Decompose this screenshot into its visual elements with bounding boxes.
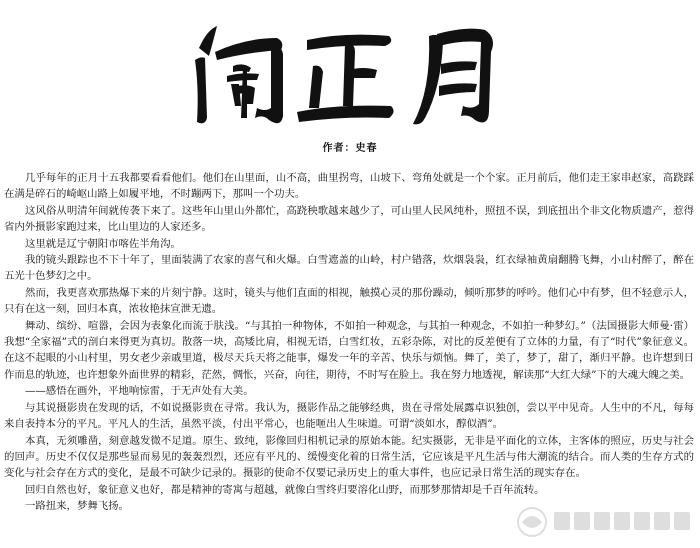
paragraph: 舞动、缤纷、喧嚣，会因为表象化而流于肤浅。“与其拍一种物体，不如拍一种观念，与其拍一种观念，不如拍一种梦幻。”（法国摄影大师曼·雷）我想“全家福”式的剖白来得更为真切。散落一块，高矮比肩，相视无语，白雪红妆，五彩杂陈，对比的反差便有了立体的力量，有了“时代”象征意义。在这不起眼的小山村里，男女老少亲戚里道，极尽天兵天将之能事，爆发一年的辛苦、快乐与烦恼。舞了，美了，梦了，甜了，渐归平静。也许想到日作而息的轨迹，也许想象外面世界的精彩，茫然，惆怅，兴奋，向往，期待，不时写在脸上。我在努力地透视，解读那“大红大绿”下的大魂大魄之美。 bbox=[4, 319, 694, 381]
watermark-logo bbox=[514, 502, 694, 542]
paragraph: 然而，我更喜欢那热爆下来的片刻宁静。这时，镜头与他们直面的相视，触摸心灵的那份躁动，倾听那梦的呼吟。他们心中有梦，但不轻意示人，只有在这一刻，回归本真，浓妆艳抹宣泄无遗。 bbox=[4, 286, 694, 316]
paragraph: 这里就是辽宁朝阳市喀佐半角沟。 bbox=[25, 237, 181, 250]
paragraph: 一路扭来，梦舞飞扬。 bbox=[25, 500, 129, 513]
paragraph: 本真，无须雕凿，刻意越发微不足道。原生、致纯，影像回归相机记录的原始本能。纪实摄影，无非是平面化的立体，主客体的照应，历史与社会的回声。历史不仅仅是那些显而易见的轰轰烈烈，还应有平凡的、缓慢变化着的日常生活，它应该是平凡生活与伟大潮流的结合。而人类的生存方式的变化与社会存在方式的变化，是最不可缺少记录的。摄影的使命不仅要记录历史上的重大事件，也应记录日常生活的现实存在。 bbox=[4, 434, 694, 480]
calligraphy-title-logo bbox=[185, 8, 515, 133]
article-body bbox=[4, 170, 694, 515]
quote-line: ——感悟在画外，平地响惊雷，于无声处有大美。 bbox=[25, 385, 254, 398]
paragraph: 这风俗从明清年间就传袭下来了。这些年山里山外都忙，高跷秧歌越来越少了，可山里人民风纯朴，照扭不误，到底扭出个非文化物质遗产，惹得省内外摄影家跑过来，比山里边的人家还多。 bbox=[4, 204, 694, 234]
paragraph: 回归自然也好，象征意义也好，都是精神的寄寓与超越，就像白雪终归要溶化山野，而那梦那情却是千百年流转。 bbox=[25, 483, 545, 496]
paragraph: 几乎每年的正月十五我都要看看他们。他们在山里面，山不高，曲里拐弯，山坡下、弯角处就是一个个家。正月前后，他们走王家串赵家，高跷踩在满是碎石的崎岖山路上如履平地，不时蹦两下，那叫一个功夫。 bbox=[4, 172, 694, 201]
paragraph: 与其说摄影贵在发现的话，不如说摄影贵在寻常。我认为，摄影作品之能够经典，贵在寻常处展露卓识独创，尝以平中见奇。人生中的不凡，每每来自表持本分的平凡。平凡人的生活，虽然平淡，付出平常心，也能咂出人生味道。可谓“淡如水，醇似酒”。 bbox=[4, 401, 694, 431]
author-byline: 作者：史春 bbox=[322, 143, 378, 154]
paragraph: 我的镜头跟踪也不下十年了，里面装满了农家的喜气和火爆。白雪遮盖的山岭，村户错落，炊烟袅袅，红衣绿袖黄扇翻腾飞舞，小山村醉了，醉在五光十色梦幻之中。 bbox=[4, 254, 694, 283]
